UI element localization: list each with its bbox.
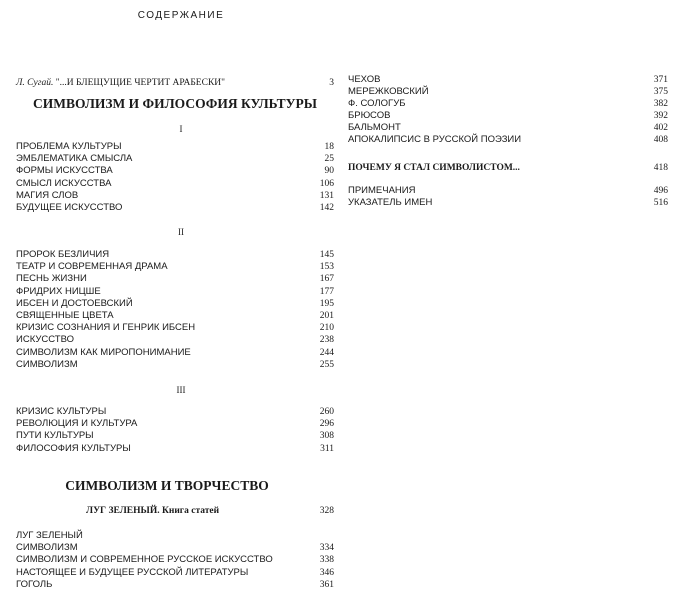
toc-entry-page: 346 (319, 567, 334, 578)
toc-entry-title: ТЕАТР И СОВРЕМЕННАЯ ДРАМА (16, 261, 168, 273)
toc-entry-title: УКАЗАТЕЛЬ ИМЕН (348, 197, 433, 209)
toc-entry (348, 110, 668, 122)
toc-entry-title: ПЕСНЬ ЖИЗНИ (16, 273, 87, 285)
toc-entry-title: ПРОБЛЕМА КУЛЬТУРЫ (16, 141, 122, 152)
toc-entry (16, 153, 334, 165)
section2-heading: СИМВОЛИЗМ И ТВОРЧЕСТВО (65, 478, 269, 493)
toc-entry (348, 98, 668, 110)
toc-entry-title: СИМВОЛИЗМ И СОВРЕМЕННОЕ РУССКОЕ ИСКУССТВО (16, 554, 273, 566)
toc-entry-title: БАЛЬМОНТ (348, 122, 401, 133)
toc-entry-title: МЕРЕЖКОВСКИЙ (348, 86, 429, 97)
toc-entry-title: СИМВОЛИЗМ (16, 358, 78, 370)
part2-numeral: II (178, 227, 184, 237)
toc-entry (16, 202, 334, 214)
toc-entry-title: СМЫСЛ ИСКУССТВА (16, 177, 112, 189)
toc-entry-page: 402 (653, 123, 668, 133)
toc-entry-page: 334 (319, 543, 334, 554)
toc-entry (348, 74, 668, 86)
intro-entry (16, 78, 334, 88)
essay-page: 418 (653, 163, 668, 173)
toc-entry-page: 244 (319, 347, 334, 358)
page-title: СОДЕРЖАНИЕ (137, 10, 225, 21)
toc-entry-title: ФОРМЫ ИСКУССТВА (16, 165, 113, 177)
book-page: 328 (319, 506, 334, 516)
toc-entry-page: 308 (319, 431, 334, 442)
toc-entry-title: ПРОРОК БЕЗЛИЧИЯ (16, 249, 110, 260)
part1-numeral: I (179, 124, 183, 134)
toc-entry-title: ЛУГ ЗЕЛЕНЫЙ (16, 530, 83, 541)
toc-entry (16, 273, 334, 285)
toc-entry-title: МАГИЯ СЛОВ (16, 189, 79, 201)
toc-entry-page: 496 (653, 186, 668, 196)
toc-entry-page: 516 (653, 198, 668, 209)
toc-entry (348, 197, 668, 209)
toc-entry-title: НАСТОЯЩЕЕ И БУДУЩЕЕ РУССКОЙ ЛИТЕРАТУРЫ (16, 566, 249, 578)
toc-entry (348, 86, 668, 98)
toc-entry (16, 286, 334, 298)
toc-entry (16, 141, 334, 153)
toc-entry-page: 382 (653, 99, 668, 109)
toc-entry-page: 392 (653, 111, 668, 121)
toc-entry-title: ЧЕХОВ (348, 74, 381, 85)
book-subtitle: Книга статей (161, 506, 220, 516)
toc-entry-title: СИМВОЛИЗМ (16, 542, 78, 554)
toc-entry (348, 122, 668, 134)
toc-entry (16, 443, 334, 455)
toc-entry (16, 567, 334, 579)
section1-heading: СИМВОЛИЗМ И ФИЛОСОФИЯ КУЛЬТУРЫ (33, 96, 317, 111)
toc-entry-title: СВЯЩЕННЫЕ ЦВЕТА (16, 310, 114, 321)
toc-entry (16, 178, 334, 190)
book-entry (16, 505, 334, 517)
toc-entry-title: ЭМБЛЕМАТИКА СМЫСЛА (16, 153, 133, 165)
toc-entry-page: 177 (319, 286, 334, 297)
toc-entry (348, 185, 668, 197)
toc-entry (16, 261, 334, 273)
toc-entry-page: 131 (319, 190, 334, 201)
part3-numeral: III (176, 385, 186, 395)
toc-entry (16, 298, 334, 310)
toc-entry-page: 311 (320, 443, 334, 454)
toc-entry (16, 554, 334, 566)
toc-entry-page: 238 (319, 335, 334, 346)
toc-entry-page: 375 (653, 87, 668, 97)
toc-entry-title: ФРИДРИХ НИЦШЕ (16, 285, 101, 297)
toc-entry (16, 165, 334, 177)
toc-entry (16, 542, 334, 554)
book-title: ЛУГ ЗЕЛЕНЫЙ. (86, 506, 160, 516)
toc-entry-title: ИСКУССТВО (16, 334, 74, 346)
toc-entry (16, 334, 334, 346)
toc-entry (16, 430, 334, 442)
toc-entry-title: РЕВОЛЮЦИЯ И КУЛЬТУРА (16, 418, 138, 430)
toc-entry-title: БУДУЩЕЕ ИСКУССТВО (16, 202, 123, 213)
toc-entry-page: 338 (319, 555, 334, 566)
toc-entry (16, 249, 334, 261)
intro-title: "...И БЛЕЩУЩИЕ ЧЕРТИТ АРАБЕСКИ" (55, 78, 226, 88)
toc-entry-page: 255 (319, 359, 334, 370)
toc-entry-page: 167 (319, 274, 334, 285)
toc-entry-title: ГОГОЛЬ (16, 578, 53, 590)
toc-entry-page: 153 (319, 262, 334, 273)
toc-entry (16, 406, 334, 418)
toc-entry (16, 347, 334, 359)
toc-entry-page: 210 (319, 323, 334, 334)
toc-entry-page: 408 (653, 135, 668, 145)
toc-entry-title: КРИЗИС СОЗНАНИЯ И ГЕНРИК ИБСЕН (16, 322, 196, 334)
toc-entry (16, 418, 334, 430)
essay-title: ПОЧЕМУ Я СТАЛ СИМВОЛИСТОМ... (348, 163, 520, 173)
toc-entry (348, 134, 668, 146)
toc-entry-page: 371 (653, 75, 668, 85)
essay-entry (348, 162, 668, 174)
toc-entry-page: 195 (319, 298, 334, 309)
toc-entry (16, 579, 334, 591)
toc-entry-page: 296 (319, 419, 334, 430)
toc-entry-page: 90 (324, 166, 334, 177)
toc-entry-page: 201 (319, 311, 334, 321)
toc-entry-page: 361 (319, 579, 334, 590)
intro-page: 3 (329, 78, 334, 88)
toc-entry-title: БРЮСОВ (348, 110, 391, 121)
toc-entry-title: ИБСЕН И ДОСТОЕВСКИЙ (16, 297, 133, 309)
toc-entry-title: ПУТИ КУЛЬТУРЫ (16, 430, 94, 442)
toc-entry (16, 359, 334, 371)
toc-entry-page: 18 (324, 142, 334, 152)
toc-entry-page: 145 (319, 250, 334, 260)
toc-entry-title: Ф. СОЛОГУБ (348, 98, 406, 109)
toc-entry-title: СИМВОЛИЗМ КАК МИРОПОНИМАНИЕ (16, 346, 191, 358)
toc-entry (16, 310, 334, 322)
intro-author: Л. Сугай. (16, 78, 54, 88)
toc-entry-page: 106 (319, 178, 334, 189)
toc-entry (16, 322, 334, 334)
toc-entry-title: ФИЛОСОФИЯ КУЛЬТУРЫ (16, 442, 131, 454)
toc-entry-title: ПРИМЕЧАНИЯ (348, 185, 416, 196)
toc-entry-page: 142 (319, 203, 334, 213)
toc-entry-page: 25 (324, 154, 334, 165)
toc-entry (16, 530, 334, 542)
toc-entry-page: 260 (319, 407, 334, 417)
toc-entry-title: АПОКАЛИПСИС В РУССКОЙ ПОЭЗИИ (348, 134, 522, 145)
toc-entry-title: КРИЗИС КУЛЬТУРЫ (16, 406, 107, 417)
toc-entry (16, 190, 334, 202)
